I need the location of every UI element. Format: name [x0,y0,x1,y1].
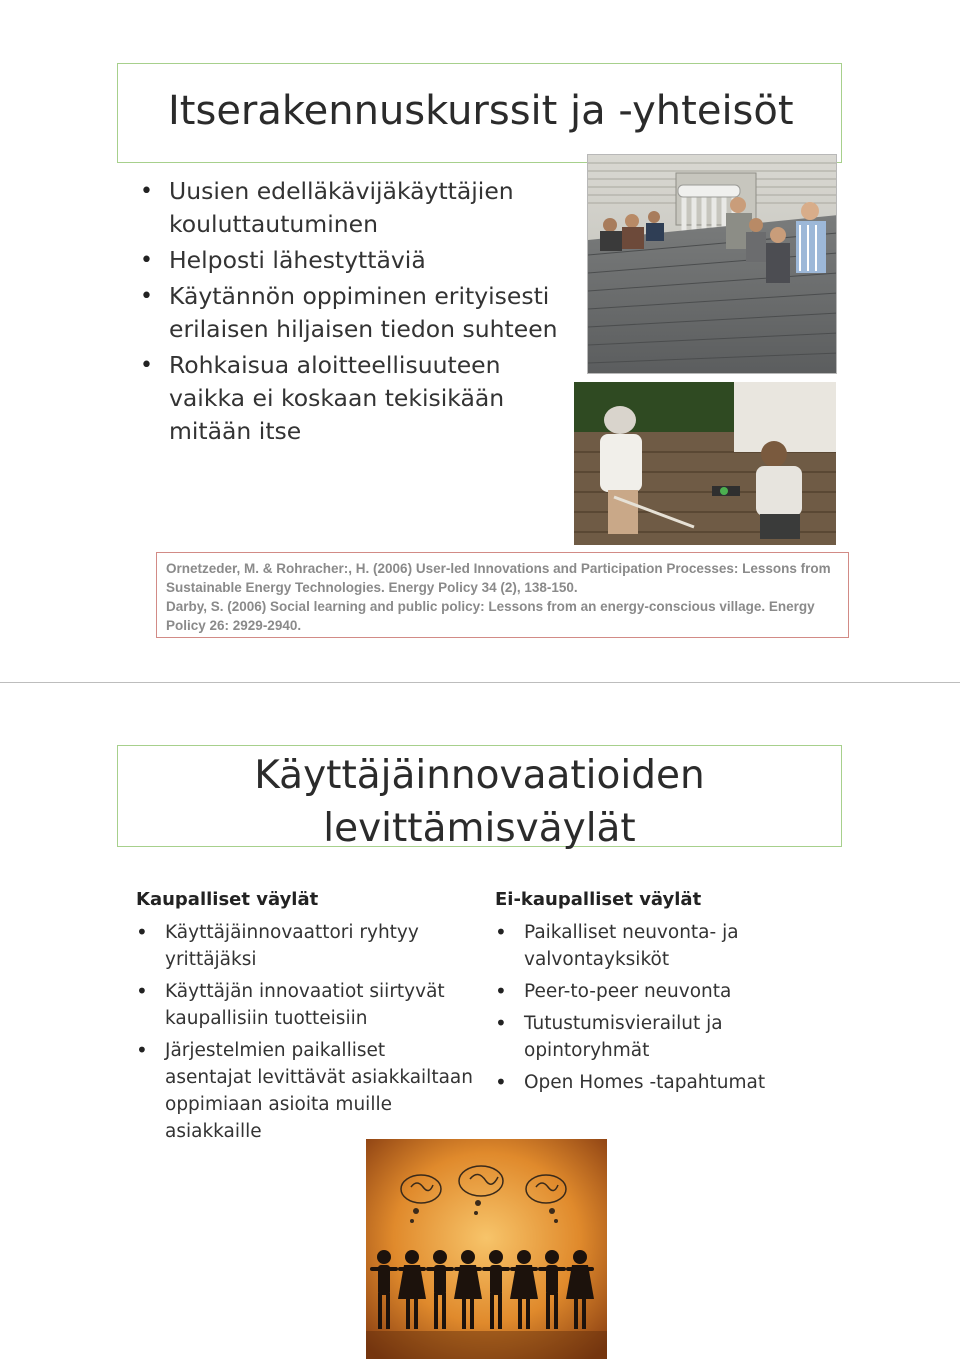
slide-2-title-line: levittämisväylät [323,806,636,851]
non-commercial-channels-heading: Ei-kaupalliset väylät [495,889,702,910]
bullet-item: • Rohkaisua aloitteellisuuteen vaikka ei koskaan tekisikään mitään itse [140,349,580,448]
slide-1-title: Itserakennuskurssit ja -yhteisöt [168,88,794,134]
list-item: • Peer-to-peer neuvonta [495,978,835,1005]
commercial-channels-heading: Kaupalliset väylät [136,889,319,910]
slide-1 [0,0,960,682]
reference-item: Ornetzeder, M. & Rohracher:, H. (2006) User-led Innovations and Participation Processes: Lessons from Sustainable Energy Technologies. Energy Policy 34 (2), 138-150. [166,561,831,595]
slide-2 [0,683,960,1367]
list-item: • Käyttäjäinnovaattori ryhtyy yrittäjäksi [136,919,476,973]
references-box [156,552,849,638]
bullet-item: • Uusien edelläkävijäkäyttäjien kouluttautuminen [140,175,580,241]
commercial-channels-list [136,919,476,1150]
list-item: • Tutustumisvierailut ja opintoryhmät [495,1010,835,1064]
list-item: • Open Homes -tapahtumat [495,1069,835,1096]
slide-1-title-box [117,63,842,163]
slide-1-bullet-list [140,175,580,451]
slide-2-title-box [117,745,842,851]
slide-2-title-line: Käyttäjäinnovaatioiden [254,753,705,798]
list-item: • Järjestelmien paikalliset asentajat levittävät asiakkailtaan oppimiaan asioita muille asiakkaille [136,1037,476,1145]
non-commercial-channels-list [495,919,835,1101]
photo-porch-work [574,382,836,545]
photo-solar-roof-workshop [587,154,837,374]
reference-item: Darby, S. (2006) Social learning and public policy: Lessons from an energy-conscious village. Energy Policy 26: 2929-2940. [166,599,815,633]
bullet-item: • Käytännön oppiminen erityisesti erilaisen hiljaisen tiedon suhteen [140,280,580,346]
list-item: • Käyttäjän innovaatiot siirtyvät kaupallisiin tuotteisiin [136,978,476,1032]
illustration-people-thought-bubbles [366,1139,607,1359]
slide-2-title [118,749,841,855]
list-item: • Paikalliset neuvonta- ja valvontayksiköt [495,919,835,973]
bullet-item: • Helposti lähestyttäviä [140,244,580,277]
